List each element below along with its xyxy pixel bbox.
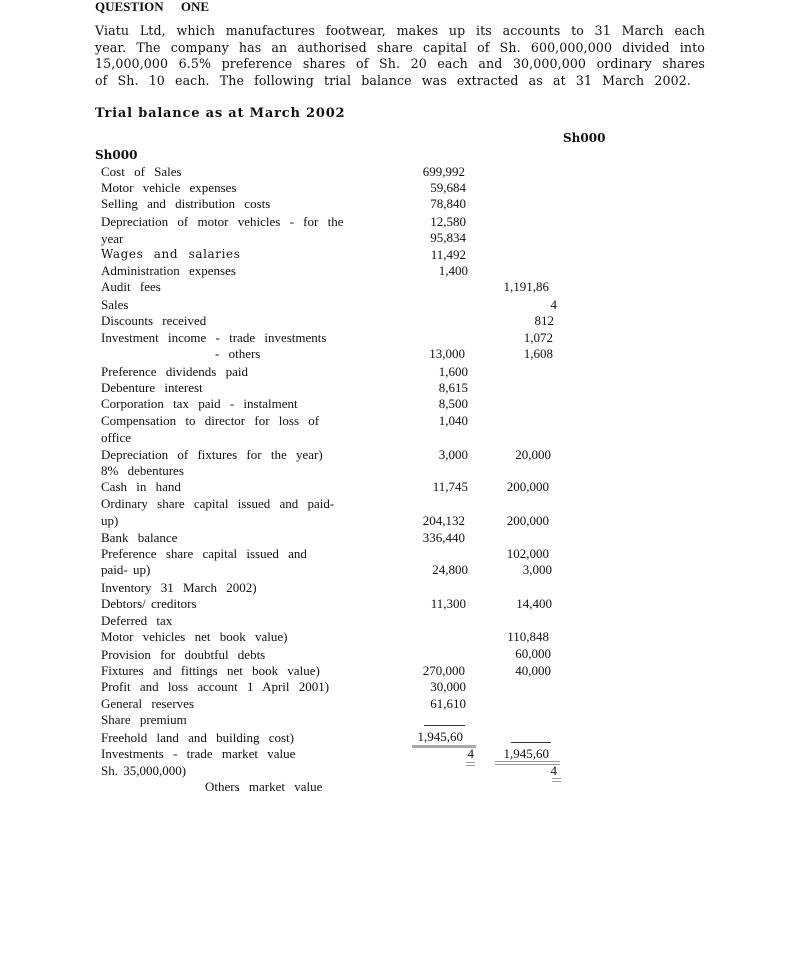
debit-value: 24,800 — [432, 562, 468, 577]
debit-value: 11,300 — [430, 596, 466, 611]
row-label: Debtors/ creditors — [101, 596, 197, 611]
debit-value: 11,492 — [430, 247, 466, 262]
debit-value: 699,992 — [422, 164, 465, 179]
intro-paragraph — [95, 23, 705, 89]
debit-value: 8,500 — [438, 396, 468, 411]
row-label: Investments - trade market value — [101, 746, 296, 761]
credit-value: 102,000 — [506, 546, 549, 561]
intro-line: year. The company has an authorised share capital of Sh. 600,000,000 divided into — [95, 39, 705, 55]
credit-value: 110,848 — [507, 629, 549, 644]
debit-value: 270,000 — [422, 663, 465, 678]
debit-value: 59,684 — [430, 180, 466, 195]
debit-value: 11,745 — [432, 479, 468, 494]
credit-total-cont: 4 — [550, 763, 557, 778]
debit-value: 1,400 — [438, 263, 468, 278]
row-label: Audit fees — [101, 279, 161, 294]
column-header-credit: Sh000 — [563, 131, 606, 145]
debit-value: 12,580 — [430, 214, 466, 229]
row-label: Depreciation of motor vehicles - for the — [101, 214, 344, 229]
row-label: Selling and distribution costs — [101, 196, 271, 211]
row-label: Motor vehicles net book value) — [101, 629, 288, 644]
debit-total-cont: 4 — [467, 746, 474, 761]
debit-value: 30,000 — [430, 679, 466, 694]
debit-total: 1,945,60 — [417, 729, 463, 744]
row-label: Cost of Sales — [101, 164, 182, 179]
row-label: Fixtures and fittings net book value) — [101, 663, 320, 678]
credit-value: 60,000 — [515, 646, 551, 661]
credit-value: 1,191,86 — [503, 279, 549, 294]
row-label: Depreciation of fixtures for the year) — [101, 447, 323, 462]
credit-value: 4 — [550, 297, 557, 312]
debit-value: 336,440 — [422, 530, 465, 545]
row-label: Cash in hand — [101, 479, 181, 494]
credit-value: 20,000 — [515, 447, 551, 462]
row-label: office — [101, 430, 132, 445]
row-label: Inventory 31 March 2002) — [101, 580, 257, 595]
credit-value: 3,000 — [522, 562, 552, 577]
row-label: Preference dividends paid — [101, 364, 249, 379]
debit-value: 95,834 — [430, 230, 466, 245]
row-label: Profit and loss account 1 April 2001) — [101, 679, 330, 694]
column-header-debit: Sh000 — [95, 148, 138, 162]
credit-value: 812 — [534, 313, 554, 328]
row-label: up) — [101, 513, 119, 528]
row-label: Deferred tax — [101, 613, 173, 628]
debit-value: 204,132 — [422, 513, 465, 528]
subtotal-rule — [424, 725, 465, 726]
row-label: Bank balance — [101, 530, 178, 545]
row-label: Investment income - trade investments — [101, 330, 327, 345]
debit-value: 78,840 — [430, 196, 466, 211]
row-label: Others market value — [205, 779, 323, 794]
row-label: Administration expenses — [101, 263, 236, 278]
row-label: Debenture interest — [101, 380, 203, 395]
intro-line: 15,000,000 6.5% preference shares of Sh. 20 each and 30,000,000 ordinary shares — [95, 56, 705, 71]
row-label: paid- up) — [101, 562, 151, 577]
debit-value: 3,000 — [438, 447, 468, 462]
row-label: Ordinary share capital issued and paid- — [101, 496, 335, 511]
intro-line: of Sh. 10 each. The following trial balance was extracted as at 31 March 2002. — [95, 72, 691, 88]
debit-value: 13,000 — [429, 346, 465, 361]
debit-value: 61,610 — [430, 696, 466, 711]
row-label: Preference share capital issued and — [101, 546, 307, 561]
debit-value: 1,600 — [438, 364, 468, 379]
credit-total: 1,945,60 — [503, 746, 549, 761]
row-label: year — [101, 231, 124, 246]
row-label: - others — [215, 346, 261, 361]
row-label: Sh. 35,000,000) — [101, 763, 187, 778]
credit-value: 200,000 — [506, 513, 549, 528]
row-label: General reserves — [101, 696, 194, 711]
row-label: Compensation to director for loss of — [101, 413, 320, 428]
row-label: Corporation tax paid - instalment — [101, 396, 298, 411]
credit-value: 200,000 — [506, 479, 549, 494]
credit-value: 1,608 — [523, 346, 553, 361]
row-label: Motor vehicle expenses — [101, 180, 237, 195]
subtotal-rule — [511, 742, 551, 743]
row-label: Wages and salaries — [101, 247, 241, 261]
row-label: Sales — [101, 297, 129, 312]
total-underline — [466, 762, 475, 766]
row-label: 8% debentures — [101, 463, 184, 478]
debit-value: 1,040 — [438, 413, 468, 428]
credit-value: 40,000 — [515, 663, 551, 678]
row-label: Discounts received — [101, 313, 207, 328]
table-heading: Trial balance as at March 2002 — [95, 106, 346, 121]
debit-value: 8,615 — [438, 380, 468, 395]
credit-value: 14,400 — [516, 596, 552, 611]
question-title: QUESTION ONE — [95, 0, 210, 14]
row-label: Freehold land and building cost) — [101, 730, 294, 745]
row-label: Provision for doubtful debts — [101, 647, 266, 662]
row-label: Share premium — [101, 712, 187, 727]
credit-value: 1,072 — [523, 330, 553, 345]
total-underline — [552, 778, 561, 782]
intro-line: Viatu Ltd, which manufactures footwear, makes up its accounts to 31 March each — [95, 23, 705, 38]
